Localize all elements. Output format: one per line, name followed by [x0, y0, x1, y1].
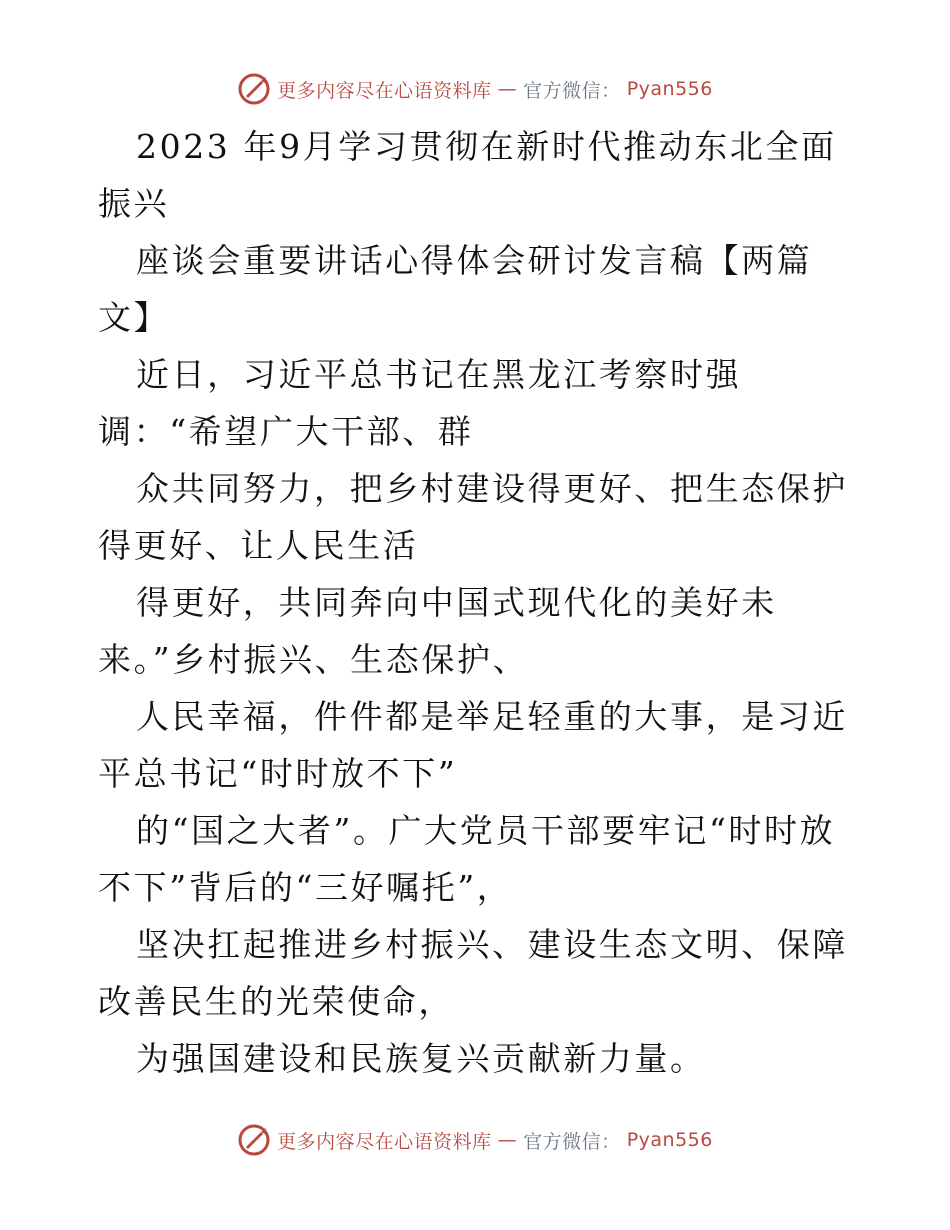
- watermark-wechat-id: Pyan556: [626, 78, 713, 100]
- paragraph-line: 人民幸福，件件都是举足轻重的大事，是习近平总书记“时时放不下”: [98, 697, 848, 793]
- paragraph-line: 坚决扛起推进乡村振兴、建设生态文明、保障改善民生的光荣使命，: [98, 925, 848, 1021]
- watermark-dash: —: [497, 78, 518, 100]
- quill-seal-icon: [237, 1123, 271, 1157]
- paragraph-line: 的“国之大者”。广大党员干部要牢记“时时放不下”背后的“三好嘱托”，: [98, 811, 836, 907]
- watermark-site-text: 更多内容尽在心语资料库: [277, 79, 492, 102]
- document-title-line-1: 2023 年9月学习贯彻在新时代推动东北全面振兴: [98, 127, 837, 223]
- header-watermark: [0, 72, 950, 106]
- paragraph-line: 众共同努力，把乡村建设得更好、把生态保护得更好、让人民生活: [98, 469, 848, 565]
- quill-seal-icon: [237, 72, 271, 106]
- watermark-wechat-id: Pyan556: [626, 1129, 713, 1151]
- paragraph-line: 得更好，共同奔向中国式现代化的美好未来。”乡村振兴、生态保护、: [98, 583, 777, 679]
- watermark-label: 官方微信：: [523, 79, 621, 102]
- watermark-site-text: 更多内容尽在心语资料库: [277, 1130, 492, 1153]
- paragraph-line: 为强国建设和民族复兴贡献新力量。: [136, 1039, 706, 1078]
- document-title-line-2: 座谈会重要讲话心得体会研讨发言稿【两篇文】: [98, 241, 813, 337]
- paragraph-line: 近日，习近平总书记在黑龙江考察时强调：“希望广大干部、群: [98, 355, 742, 451]
- footer-watermark: [0, 1123, 950, 1157]
- document-body: [98, 118, 858, 1087]
- watermark-label: 官方微信：: [523, 1130, 621, 1153]
- watermark-dash: —: [497, 1129, 518, 1151]
